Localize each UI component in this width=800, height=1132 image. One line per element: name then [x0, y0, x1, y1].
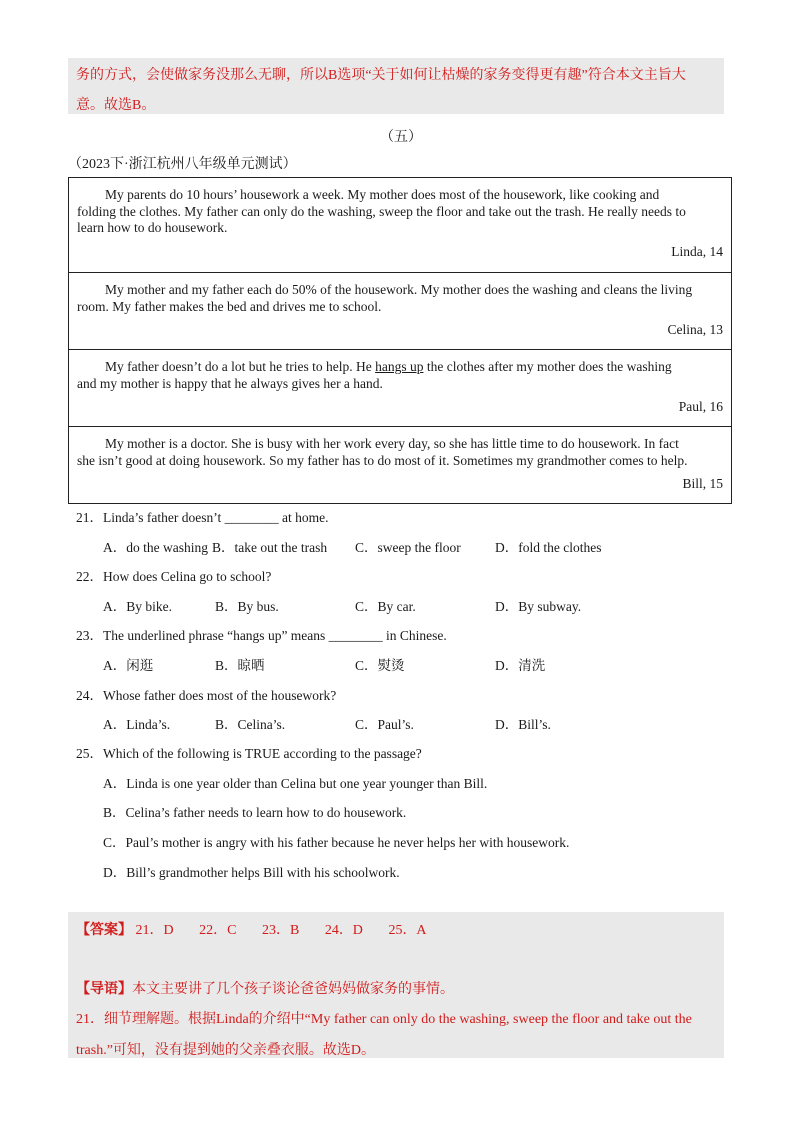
- answer-21: 21．D: [135, 923, 174, 938]
- question-23: 23．The underlined phrase “hangs up” means ________ in Chinese.: [76, 628, 447, 643]
- question-22: 22．How does Celina go to school?: [76, 569, 272, 584]
- passage-text: My mother and my father each do 50% of the housework. My mother does the washing and cleans the living room. My father makes the bed and drives me to school.: [77, 282, 693, 314]
- option-a: A．do the washing: [103, 540, 208, 555]
- option-d: D．清洗: [495, 658, 546, 673]
- question-25: 25．Which of the following is TRUE according to the passage?: [76, 746, 422, 761]
- option-c: C．熨烫: [355, 658, 405, 673]
- signature: Celina, 13: [667, 322, 723, 337]
- option-25-c: C．Paul’s mother is angry with his father because he never helps her with housework.: [103, 835, 570, 850]
- option-b: B．Celina’s.: [215, 717, 286, 732]
- guide-label: 【导语】: [76, 982, 132, 997]
- option-a: A．闲逛: [103, 658, 154, 673]
- option-d: D．By subway.: [495, 599, 582, 614]
- option-c: C．sweep the floor: [355, 540, 461, 555]
- guide-line: [76, 978, 454, 998]
- answer-22: 22．C: [199, 923, 237, 938]
- option-b: B．take out the trash: [212, 540, 328, 555]
- signature: Linda, 14: [671, 243, 723, 259]
- answer-line: [76, 919, 427, 939]
- underlined-phrase: hangs up: [375, 359, 424, 374]
- section-source: （2023下·浙江杭州八年级单元测试）: [68, 157, 297, 172]
- passage-table: [68, 177, 732, 504]
- option-d: D．Bill’s.: [495, 717, 551, 732]
- passage-paul: [69, 350, 731, 427]
- option-25-a: A．Linda is one year older than Celina but one year younger than Bill.: [103, 776, 488, 791]
- passage-linda: [69, 178, 731, 273]
- explanation-top-line1: 务的方式，会使做家务没那么无聊，所以B选项“关于如何让枯燥的家务变得更有趣”符合本文主旨大: [76, 68, 686, 83]
- option-c: C．By car.: [355, 599, 416, 614]
- option-a: A．Linda’s.: [103, 717, 171, 732]
- answer-25: 25．A: [388, 923, 427, 938]
- option-25-b: B．Celina’s father needs to learn how to do housework.: [103, 805, 407, 820]
- section-title: （五）: [380, 130, 422, 145]
- passage-bill: [69, 427, 731, 503]
- passage-text: My father doesn’t do a lot but he tries to help. He hangs up the clothes after my mother does the washing and my mother is happy that he always gives her a hand.: [77, 359, 672, 391]
- guide-text: 本文主要讲了几个孩子谈论爸爸妈妈做家务的事情。: [132, 982, 454, 997]
- explanation-21-line1: 21．细节理解题。根据Linda的介绍中“My father can only do the washing, sweep the floor and take out the: [76, 1012, 692, 1027]
- question-21: 21．Linda’s father doesn’t ________ at home.: [76, 510, 329, 525]
- option-d: D．fold the clothes: [495, 540, 602, 555]
- answer-label: 【答案】: [76, 923, 132, 938]
- option-25-d: D．Bill’s grandmother helps Bill with his schoolwork.: [103, 865, 400, 880]
- option-a: A．By bike.: [103, 599, 172, 614]
- option-b: B．By bus.: [215, 599, 279, 614]
- option-c: C．Paul’s.: [355, 717, 414, 732]
- passage-text: My parents do 10 hours’ housework a week. My mother does most of the housework, like cooking and folding the clothes. My father can only do the washing, sweep the floor and take out the trash. He really needs to learn how to do housework.: [77, 187, 686, 235]
- passage-text: My mother is a doctor. She is busy with her work every day, so she has little time to do housework. In fact she isn’t good at doing housework. So my father has to do most of it. Sometimes my grandmother comes to help.: [77, 436, 688, 468]
- question-24: 24．Whose father does most of the housework?: [76, 688, 337, 703]
- signature: Paul, 16: [678, 399, 723, 414]
- option-b: B．晾晒: [215, 658, 265, 673]
- signature: Bill, 15: [682, 476, 723, 491]
- answer-24: 24．D: [324, 923, 363, 938]
- answer-23: 23．B: [261, 923, 300, 938]
- explanation-top-line2: 意。故选B。: [76, 98, 156, 113]
- passage-celina: [69, 273, 731, 350]
- explanation-21-line2: trash.”可知，没有提到她的父亲叠衣服。故选D。: [76, 1043, 376, 1058]
